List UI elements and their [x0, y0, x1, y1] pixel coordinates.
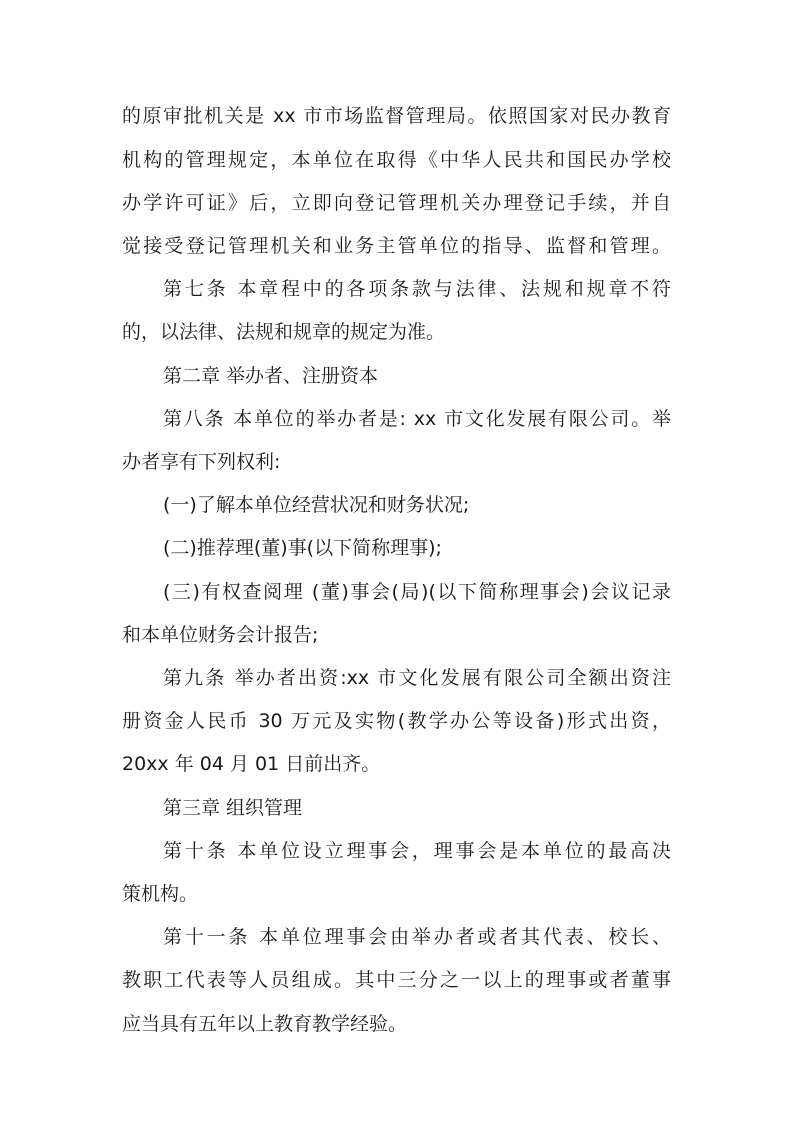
article-11-line-1: 第十一条 本单位理事会由举办者或者其代表、校长、: [163, 926, 671, 948]
article-9-line-3: 20xx 年 04 月 01 日前出齐。: [122, 753, 381, 775]
article-8-line-1: 第八条 本单位的举办者是: xx 市文化发展有限公司。举: [163, 408, 671, 430]
right-item-2: (二)推荐理(董)事(以下简称理事);: [163, 537, 442, 559]
right-item-1: (一)了解本单位经营状况和财务状况;: [163, 494, 470, 516]
chapter-3-heading: 第三章 组织管理: [163, 797, 303, 819]
right-item-3-line-2: 和本单位财务会计报告;: [122, 624, 319, 646]
text-line-1: 的原审批机关是 xx 市市场监督管理局。依照国家对民办教育: [122, 105, 671, 127]
article-7-line-1: 第七条 本章程中的各项条款与法律、法规和规章不符: [163, 278, 671, 300]
article-9-line-2: 册资金人民币 30 万元及实物(教学办公等设备)形式出资，: [122, 710, 671, 732]
article-11-line-2: 教职工代表等人员组成。其中三分之一以上的理事或者董事: [122, 969, 671, 991]
text-line-4: 觉接受登记管理机关和业务主管单位的指导、监督和管理。: [122, 235, 671, 257]
article-11-line-3: 应当具有五年以上教育教学经验。: [122, 1013, 408, 1035]
article-7-line-2: 的，以法律、法规和规章的规定为准。: [122, 321, 446, 343]
article-9-line-1: 第九条 举办者出资:xx 市文化发展有限公司全额出资注: [163, 667, 671, 689]
text-line-3: 办学许可证》后，立即向登记管理机关办理登记手续，并自: [122, 192, 671, 214]
chapter-2-heading: 第二章 举办者、注册资本: [163, 365, 379, 387]
right-item-3-line-1: (三)有权查阅理 (董)事会(局)(以下简称理事会)会议记录: [163, 581, 671, 603]
article-8-line-2: 办者享有下列权利:: [122, 451, 281, 473]
text-line-2: 机构的管理规定，本单位在取得《中华人民共和国民办学校: [122, 149, 671, 171]
article-10-line-1: 第十条 本单位设立理事会，理事会是本单位的最高决: [163, 840, 671, 862]
article-10-line-2: 策机构。: [122, 883, 199, 905]
